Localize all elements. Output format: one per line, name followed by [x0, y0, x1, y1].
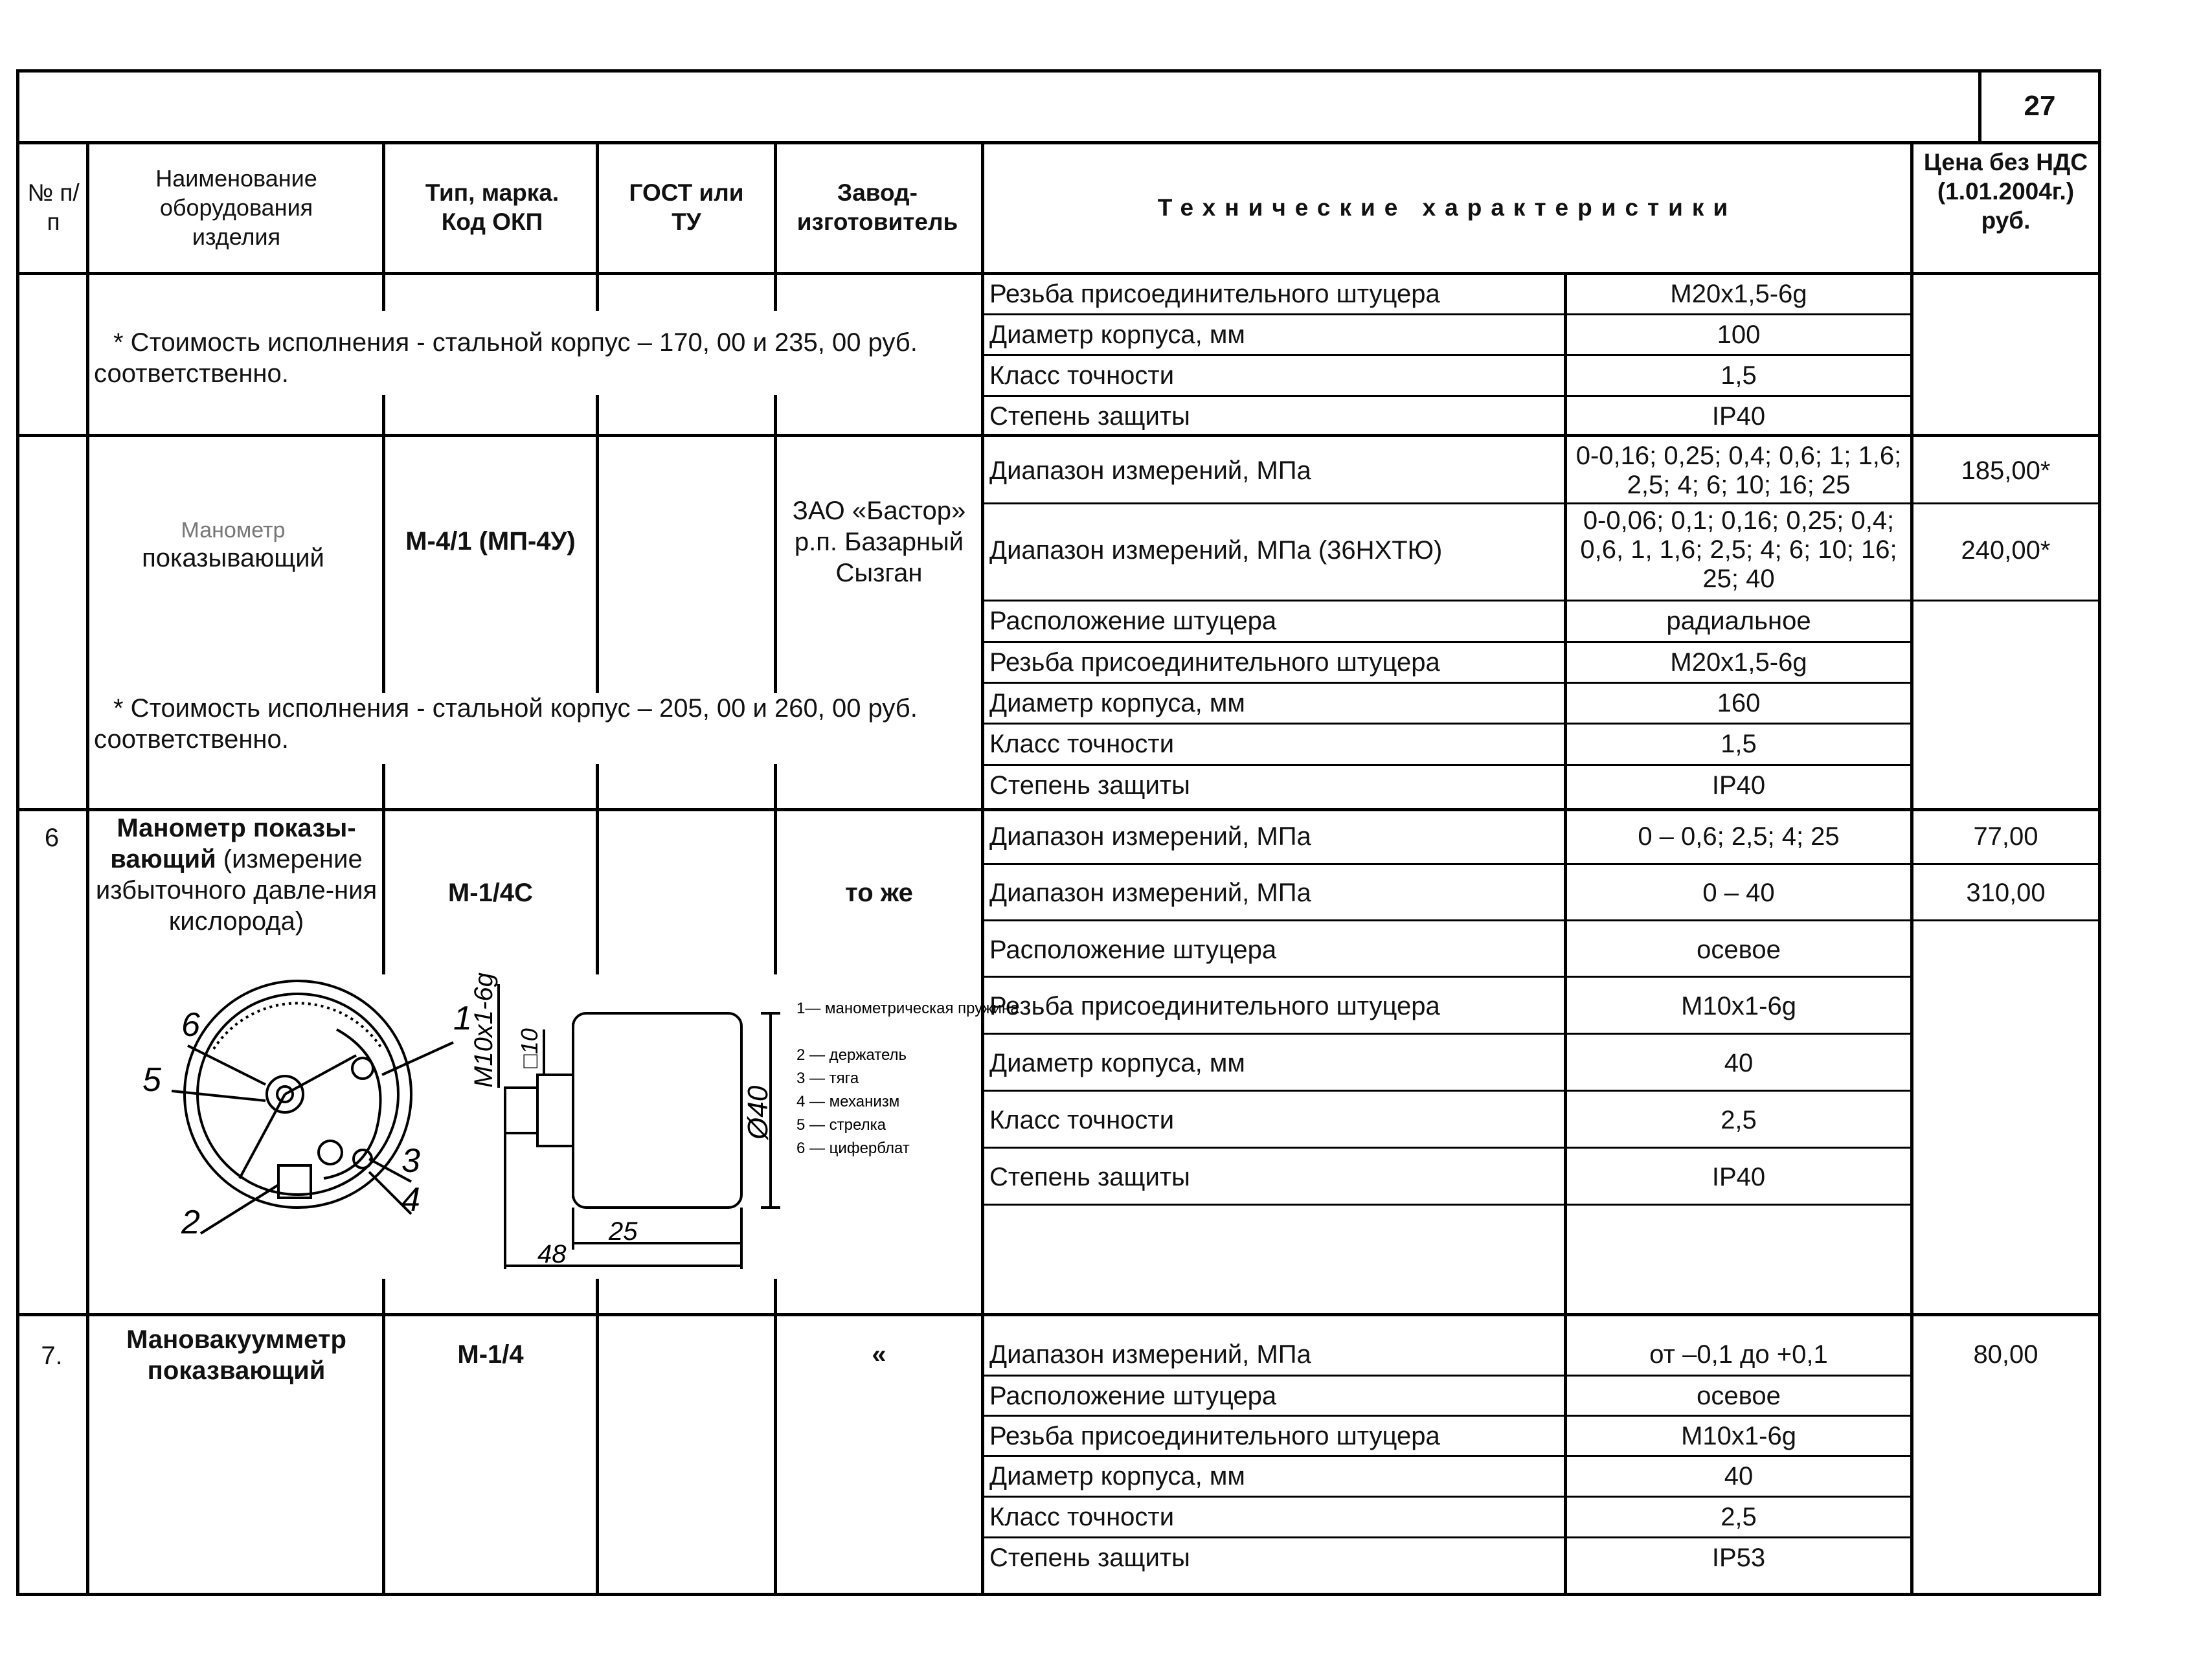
param-label: Диапазон измерений, МПа	[989, 456, 1311, 485]
gauge-scale	[214, 1003, 382, 1049]
price-note: * Стоимость исполнения - стальной корпус – 205, 00 и 260, 00 руб. соответственно.	[94, 694, 918, 754]
block-sep-7	[16, 1313, 2101, 1316]
block-sep-6	[16, 808, 2101, 811]
param-value: радиальное	[1666, 607, 1811, 635]
param-value: от –0,1 до +0,1	[1649, 1340, 1828, 1369]
row-line	[981, 1033, 1913, 1035]
item-name-bold: Манометр показы-вающий	[110, 814, 356, 873]
item-maker: то же	[845, 879, 913, 907]
row-line	[981, 1375, 1913, 1377]
row-number: 6	[44, 824, 60, 852]
param-label: Диапазон измерений, МПа	[989, 1340, 1311, 1369]
legend-item-6: 6 — циферблат	[796, 1140, 910, 1157]
col-line-1	[86, 141, 89, 1596]
header-col-name: Наименование оборудования изделия	[155, 165, 317, 250]
param-value: 2,5	[1721, 1106, 1757, 1134]
col-line-2a	[382, 141, 385, 275]
legend-item-2: 2 — держатель	[796, 1046, 907, 1064]
item-type: М-1/4С	[447, 879, 534, 907]
col-stub	[596, 437, 599, 693]
param-label: Класс точности	[989, 361, 1175, 390]
header-col-maker: Завод-изготовитель	[796, 179, 958, 235]
col-stub	[382, 272, 385, 311]
col-stub	[596, 764, 599, 813]
col-line-tech-left	[981, 141, 984, 1596]
gauge-drawing	[91, 965, 1019, 1288]
param-label: Класс точности	[989, 1106, 1175, 1134]
param-value: 40	[1724, 1462, 1754, 1490]
dim-square: □10	[516, 1028, 543, 1068]
param-price: 77,00	[1973, 822, 2038, 851]
legend-item-4: 4 — механизм	[796, 1093, 900, 1110]
param-label: Степень защиты	[989, 771, 1190, 800]
param-value: 2,5	[1721, 1503, 1757, 1531]
frame-right	[2098, 69, 2101, 1596]
col-stub	[774, 272, 777, 311]
param-value: 100	[1717, 320, 1761, 349]
item-maker: ЗАО «Бастор» р.п. Базарный Сызган	[792, 497, 966, 587]
param-value: 0-0,06; 0,1; 0,16; 0,25; 0,4; 0,6, 1, 1,6; 2,5; 4; 6; 10; 16; 25; 40	[1580, 506, 1897, 593]
col-stub	[382, 437, 385, 693]
row-line	[981, 395, 1913, 397]
col-stub	[382, 764, 385, 813]
param-value: осевое	[1697, 936, 1781, 964]
param-value: 1,5	[1721, 730, 1757, 758]
param-label: Расположение штуцера	[989, 607, 1277, 635]
row-line	[981, 1090, 1913, 1092]
header-col-tech: Технические характеристики	[1157, 194, 1737, 221]
row-line	[981, 1496, 1913, 1498]
param-label: Диаметр корпуса, мм	[989, 1049, 1245, 1077]
param-value: IP40	[1711, 771, 1766, 800]
gauge-side-fitting	[505, 1088, 537, 1133]
item-name: показывающий	[142, 544, 324, 572]
callout-6: 6	[181, 1006, 200, 1044]
header-col-gost: ГОСТ или ТУ	[629, 179, 744, 235]
item-type: М-1/4	[457, 1340, 524, 1369]
param-value: IP53	[1711, 1544, 1766, 1572]
param-label: Диаметр корпуса, мм	[989, 320, 1245, 349]
param-label: Диаметр корпуса, мм	[989, 689, 1245, 717]
callout-2: 2	[181, 1204, 200, 1241]
callout-3: 3	[401, 1142, 420, 1180]
param-value: М10х1-6g	[1681, 1422, 1796, 1450]
legend-item-3: 3 — тяга	[796, 1070, 859, 1087]
legend-item-5: 5 — стрелка	[796, 1116, 886, 1134]
header-col-type: Тип, марка. Код ОКП	[425, 179, 559, 235]
row-line	[981, 502, 2098, 504]
row-line	[981, 1455, 1913, 1457]
row-line	[981, 1204, 1913, 1206]
param-value: М20х1,5-6g	[1670, 280, 1807, 308]
param-price: 240,00*	[1961, 536, 2051, 565]
param-label: Резьба присоединительного штуцера	[989, 1422, 1440, 1450]
row-line	[981, 863, 2098, 865]
param-value: 40	[1724, 1049, 1754, 1077]
row-line	[981, 641, 1913, 643]
param-label: Резьба присоединительного штуцера	[989, 992, 1440, 1020]
param-label: Расположение штуцера	[989, 1382, 1277, 1410]
param-value: IP40	[1711, 1163, 1766, 1191]
row-number: 7.	[41, 1342, 63, 1370]
col-line-3b	[596, 809, 599, 974]
param-label: Диапазон измерений, МПа (36НХТЮ)	[989, 536, 1443, 565]
col-line-4a	[774, 141, 777, 275]
col-line-price	[1910, 141, 1913, 1596]
row-line	[981, 919, 2098, 921]
callout-1: 1	[453, 1000, 472, 1037]
price-note: * Стоимость исполнения - стальной корпус – 170, 00 и 235, 00 руб. соответственно.	[94, 328, 918, 388]
param-value: 160	[1717, 689, 1761, 717]
header-col-price: Цена без НДС (1.01.2004г.) руб.	[1923, 149, 2088, 234]
param-label: Класс точности	[989, 730, 1175, 758]
dim-25: 25	[609, 1217, 638, 1246]
col-line-3a	[596, 141, 599, 275]
block-sep-a	[16, 434, 2101, 437]
param-label: Резьба присоединительного штуцера	[989, 280, 1440, 308]
param-value: М10х1-6g	[1681, 992, 1796, 1020]
callout-4: 4	[401, 1181, 420, 1219]
row-line	[981, 1415, 1913, 1417]
item-maker: «	[872, 1340, 886, 1369]
frame-top	[16, 69, 2101, 73]
row-line	[981, 723, 1913, 725]
param-value: 0 – 40	[1702, 879, 1775, 907]
frame-bottom	[16, 1593, 2101, 1596]
legend-item-1: 1— манометрическая пружина	[796, 1000, 1019, 1017]
param-price: 310,00	[1966, 879, 2046, 907]
param-value: 0 – 0,6; 2,5; 4; 25	[1638, 822, 1840, 851]
row-line	[981, 600, 2098, 602]
row-line	[981, 1536, 1913, 1538]
param-label: Степень защиты	[989, 402, 1190, 431]
col-stub	[774, 764, 777, 813]
param-price: 80,00	[1973, 1340, 2038, 1369]
gauge-side-body	[573, 1013, 741, 1208]
dim-thread: M10x1-6g	[469, 973, 498, 1088]
gauge-side-nut	[537, 1075, 573, 1146]
row-line	[981, 354, 1913, 356]
param-label: Класс точности	[989, 1503, 1175, 1531]
param-value: IP40	[1711, 402, 1766, 431]
callout-5: 5	[142, 1061, 161, 1099]
gauge-front-outer	[185, 981, 411, 1208]
header-top-line	[16, 141, 2101, 144]
col-line-3c	[596, 1314, 599, 1596]
page-number: 27	[2024, 90, 2056, 122]
param-label: Диаметр корпуса, мм	[989, 1462, 1245, 1490]
col-line-2c	[382, 1314, 385, 1596]
item-type: М-4/1 (МП-4У)	[405, 527, 576, 556]
param-value: М20х1,5-6g	[1670, 648, 1807, 677]
row-line	[981, 682, 1913, 684]
param-value: 1,5	[1721, 361, 1757, 390]
dim-48: 48	[537, 1240, 567, 1268]
row-line	[981, 764, 1913, 766]
param-label: Степень защиты	[989, 1544, 1190, 1572]
col-line-2b	[382, 809, 385, 974]
col-stub	[596, 272, 599, 311]
param-value: осевое	[1697, 1382, 1781, 1410]
item-name-rest: (измерение избыточного давле-ния кислорода)	[95, 845, 378, 936]
item-name	[94, 813, 379, 937]
param-price: 185,00*	[1961, 456, 2051, 485]
param-label: Диапазон измерений, МПа	[989, 879, 1311, 907]
row-line	[981, 976, 1913, 978]
param-label: Расположение штуцера	[989, 936, 1277, 964]
header-bottom-line	[16, 272, 2101, 275]
param-label: Степень защиты	[989, 1163, 1190, 1191]
item-name-faded: Манометр	[181, 518, 286, 543]
param-value: 0-0,16; 0,25; 0,4; 0,6; 1; 1,6; 2,5; 4; 6; 10; 16; 25	[1575, 442, 1902, 499]
dim-diameter: Ø40	[742, 1085, 774, 1140]
row-line	[981, 1147, 1913, 1149]
param-label: Диапазон измерений, МПа	[989, 822, 1311, 851]
header-col-no: № п/п	[27, 179, 80, 235]
row-line	[981, 313, 1913, 315]
item-name: Мановакуумметр показвающий	[126, 1325, 346, 1385]
param-label: Резьба присоединительного штуцера	[989, 648, 1440, 677]
